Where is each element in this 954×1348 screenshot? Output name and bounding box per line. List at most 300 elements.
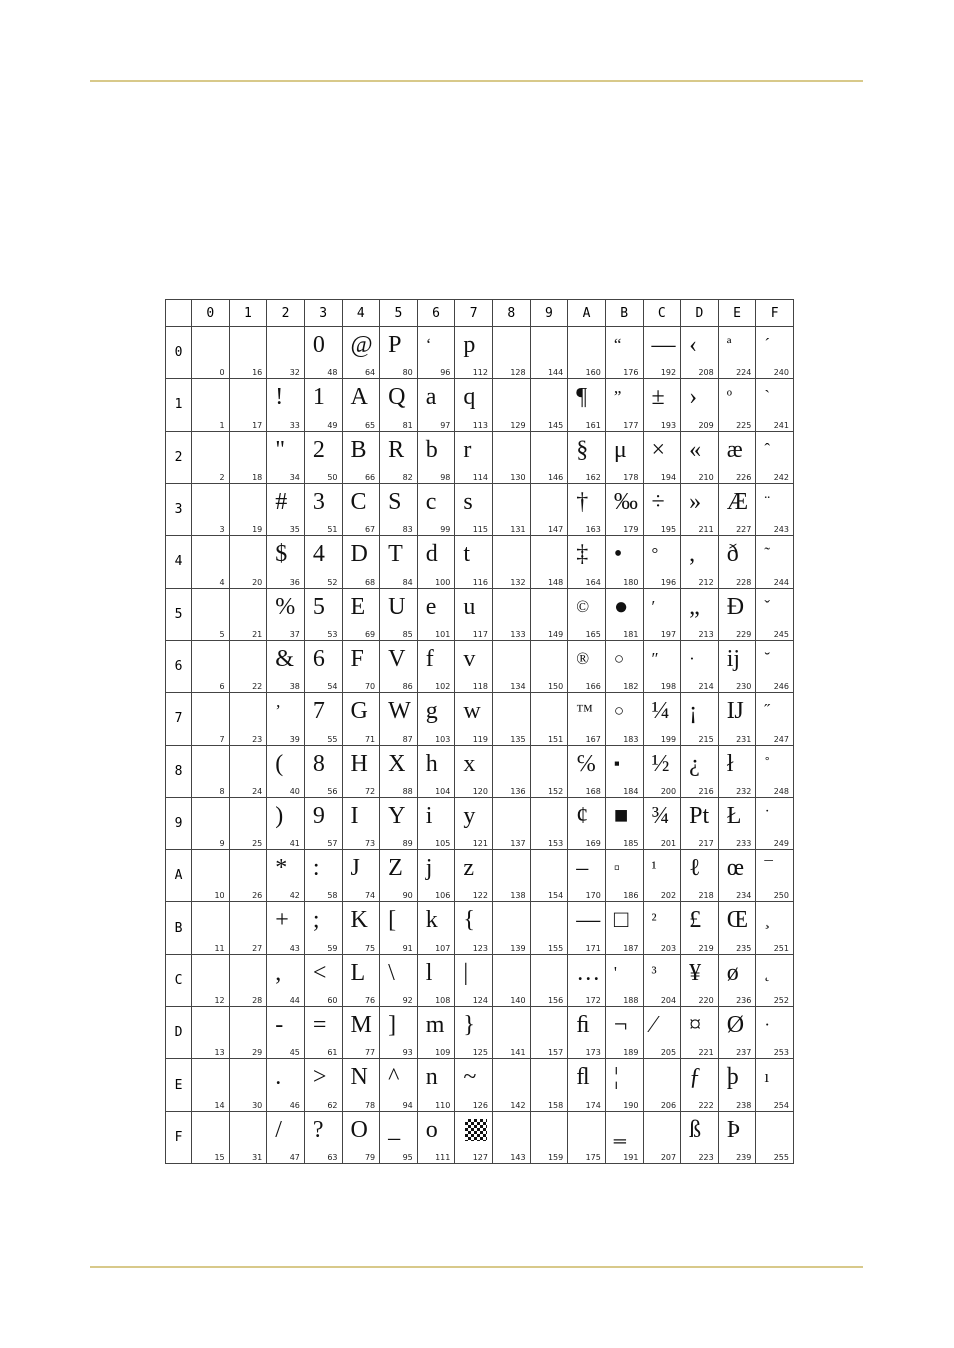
char-glyph: ~ (463, 1064, 477, 1091)
char-cell (455, 745, 493, 797)
char-code: 133 (510, 629, 526, 639)
char-cell (643, 536, 681, 588)
char-cell (342, 379, 380, 431)
char-cell (455, 588, 493, 640)
char-glyph: J (350, 855, 360, 882)
char-glyph: } (463, 1012, 475, 1039)
char-glyph: “ (613, 335, 622, 354)
row-header: F (166, 1111, 192, 1163)
char-cell (304, 745, 342, 797)
char-cell (643, 1059, 681, 1111)
char-cell (530, 797, 568, 849)
char-glyph: \ (388, 959, 395, 986)
char-glyph: H (350, 750, 368, 777)
char-cell (493, 745, 531, 797)
char-glyph: « (689, 436, 702, 463)
char-cell (267, 536, 305, 588)
char-cell (192, 379, 230, 431)
char-code: 112 (472, 368, 488, 378)
char-code: 65 (364, 420, 376, 430)
char-cell (380, 588, 418, 640)
char-cell (455, 954, 493, 1006)
char-code: 67 (364, 525, 376, 535)
char-glyph: r (463, 436, 472, 463)
char-code: 33 (289, 420, 300, 430)
char-code: 228 (736, 577, 752, 587)
char-glyph: ! (275, 384, 284, 411)
char-code: 23 (252, 734, 263, 744)
char-glyph: & (275, 645, 294, 672)
char-cell (417, 379, 455, 431)
char-cell (681, 1059, 719, 1111)
row-header: 2 (166, 431, 192, 483)
char-code: 125 (472, 1048, 488, 1058)
char-code: 255 (773, 1153, 789, 1162)
char-cell (229, 536, 267, 588)
char-code: 60 (327, 996, 338, 1006)
char-glyph: › (689, 384, 698, 411)
row-header: D (166, 1007, 192, 1059)
char-code: 216 (698, 786, 714, 796)
char-glyph: s (463, 488, 473, 515)
char-code: 54 (327, 682, 338, 692)
table-corner (166, 300, 192, 327)
char-cell (229, 850, 267, 902)
char-cell (417, 1059, 455, 1111)
char-cell (530, 1111, 568, 1163)
char-cell (718, 536, 756, 588)
row-header: A (166, 850, 192, 902)
char-code: 209 (698, 420, 714, 430)
char-cell (493, 693, 531, 745)
char-code: 245 (773, 629, 789, 639)
char-code: 37 (289, 629, 300, 639)
char-code: 252 (773, 996, 789, 1006)
char-cell (380, 536, 418, 588)
char-code: 142 (510, 1100, 526, 1110)
char-code: 64 (364, 368, 376, 378)
char-glyph: – (576, 855, 589, 882)
char-code: 190 (623, 1100, 639, 1110)
char-glyph: • (613, 541, 623, 568)
char-cell (304, 1007, 342, 1059)
char-glyph: œ (726, 855, 745, 882)
char-cell (455, 693, 493, 745)
char-code: 2 (219, 472, 225, 482)
char-code: 247 (773, 734, 789, 744)
char-glyph: þ (726, 1064, 739, 1091)
char-cell (718, 1007, 756, 1059)
char-cell (493, 536, 531, 588)
char-cell (643, 640, 681, 692)
char-cell (192, 850, 230, 902)
char-code: 6 (219, 682, 225, 692)
char-cell (718, 745, 756, 797)
char-code: 170 (585, 891, 601, 901)
char-cell (530, 954, 568, 1006)
char-glyph: ® (576, 648, 590, 668)
char-cell (380, 379, 418, 431)
char-cell (681, 902, 719, 954)
char-cell (530, 1059, 568, 1111)
char-cell (605, 379, 643, 431)
char-cell (417, 902, 455, 954)
char-code: 222 (698, 1100, 714, 1110)
row-header: 4 (166, 536, 192, 588)
char-code: 134 (510, 682, 526, 692)
char-glyph: ˝ (764, 701, 771, 721)
char-glyph: X (388, 750, 406, 777)
char-code: 159 (547, 1153, 564, 1162)
char-cell (304, 1111, 342, 1163)
char-code: 140 (510, 996, 526, 1006)
char-glyph: ‗ (613, 1116, 626, 1143)
char-cell (342, 954, 380, 1006)
char-cell (605, 902, 643, 954)
char-cell (756, 431, 794, 483)
char-cell (192, 693, 230, 745)
table-row (166, 483, 794, 535)
char-glyph: N (350, 1064, 368, 1091)
column-header: 8 (493, 300, 531, 327)
char-code: 167 (585, 734, 601, 744)
char-code: 128 (510, 368, 526, 378)
char-glyph: ¾ (651, 802, 670, 829)
char-glyph: ð (726, 541, 739, 568)
char-cell (718, 1059, 756, 1111)
char-cell (681, 1111, 719, 1163)
char-cell (643, 1007, 681, 1059)
char-cell (756, 536, 794, 588)
char-code: 238 (736, 1100, 752, 1110)
char-glyph: ˚ (764, 753, 771, 773)
char-cell (304, 693, 342, 745)
char-cell (605, 536, 643, 588)
char-cell (380, 640, 418, 692)
char-code: 88 (402, 786, 413, 796)
char-cell (304, 588, 342, 640)
char-glyph: - (275, 1012, 284, 1039)
char-glyph: Ł (726, 802, 742, 829)
char-code: 41 (289, 839, 300, 849)
char-code: 199 (660, 734, 677, 744)
char-glyph: 8 (312, 750, 325, 777)
char-code: 179 (623, 525, 639, 535)
column-header: 2 (267, 300, 305, 327)
char-cell (192, 431, 230, 483)
char-code: 85 (402, 629, 413, 639)
char-cell (455, 431, 493, 483)
char-glyph: Æ (726, 488, 749, 515)
char-code: 75 (364, 943, 376, 953)
char-code: 61 (327, 1048, 338, 1058)
char-cell (681, 954, 719, 1006)
char-cell (643, 797, 681, 849)
char-code: 195 (660, 525, 677, 535)
char-code: 95 (402, 1153, 413, 1162)
char-code: 126 (472, 1100, 488, 1110)
char-code: 81 (402, 420, 413, 430)
column-header: B (605, 300, 643, 327)
table-row (166, 797, 794, 849)
char-glyph: · (764, 1015, 771, 1035)
char-cell (643, 693, 681, 745)
char-glyph: ™ (576, 701, 593, 721)
char-cell (229, 640, 267, 692)
char-cell (643, 483, 681, 535)
char-code: 149 (547, 629, 564, 639)
char-cell (342, 797, 380, 849)
char-code: 16 (252, 368, 263, 378)
char-code: 120 (472, 786, 488, 796)
char-glyph: Y (388, 802, 406, 829)
char-code: 182 (623, 682, 639, 692)
char-cell (530, 431, 568, 483)
char-code: 11 (214, 943, 225, 953)
char-cell (229, 327, 267, 379)
char-cell (342, 327, 380, 379)
char-cell (493, 850, 531, 902)
char-glyph: G (350, 698, 368, 725)
char-code: 203 (660, 943, 677, 953)
char-cell (493, 431, 531, 483)
char-cell (568, 745, 606, 797)
char-code: 3 (219, 525, 225, 535)
char-glyph: m (425, 1012, 445, 1039)
char-glyph: ø (726, 959, 739, 986)
char-cell (417, 745, 455, 797)
char-glyph: ˇ (764, 596, 771, 616)
char-cell (681, 745, 719, 797)
char-code: 117 (472, 629, 488, 639)
char-code: 121 (472, 839, 488, 849)
char-glyph: ℓ (689, 855, 701, 882)
char-cell (605, 1059, 643, 1111)
char-cell (643, 902, 681, 954)
char-cell (229, 745, 267, 797)
char-glyph: u (463, 593, 476, 620)
char-code: 210 (698, 472, 714, 482)
char-cell (756, 1059, 794, 1111)
char-cell (267, 902, 305, 954)
char-cell (718, 693, 756, 745)
char-code: 218 (698, 891, 714, 901)
char-glyph: ¤ (689, 1012, 702, 1039)
row-header: 3 (166, 483, 192, 535)
char-code: 249 (773, 839, 789, 849)
char-code: 90 (402, 891, 413, 901)
char-cell (493, 588, 531, 640)
char-glyph: 5 (312, 593, 325, 620)
char-cell (718, 588, 756, 640)
column-header: 7 (455, 300, 493, 327)
char-cell (568, 431, 606, 483)
char-code: 36 (289, 577, 300, 587)
char-cell (681, 536, 719, 588)
char-cell (530, 536, 568, 588)
char-glyph: † (576, 488, 589, 515)
char-cell (267, 588, 305, 640)
char-glyph: V (388, 645, 406, 672)
char-glyph: . (275, 1064, 282, 1091)
char-glyph: a (425, 384, 437, 411)
char-cell (229, 1007, 267, 1059)
column-header: D (681, 300, 719, 327)
char-code: 22 (252, 682, 263, 692)
char-code: 76 (364, 996, 376, 1006)
char-cell (342, 1111, 380, 1163)
char-glyph: ´ (764, 335, 771, 354)
char-cell (342, 431, 380, 483)
char-cell (417, 1111, 455, 1163)
char-cell (756, 640, 794, 692)
char-cell (229, 1059, 267, 1111)
column-header: 3 (304, 300, 342, 327)
char-cell (192, 588, 230, 640)
char-code: 124 (472, 996, 488, 1006)
char-cell (568, 588, 606, 640)
char-code: 10 (214, 891, 225, 901)
char-code: 31 (252, 1153, 263, 1162)
char-cell (605, 1007, 643, 1059)
char-glyph: × (651, 436, 666, 463)
char-code: 147 (547, 525, 564, 535)
char-cell (267, 483, 305, 535)
table-row (166, 902, 794, 954)
char-glyph: 3 (312, 488, 325, 515)
char-code: 176 (623, 368, 639, 378)
char-code: 20 (252, 577, 263, 587)
char-glyph: < (312, 959, 327, 986)
char-code: 86 (402, 682, 413, 692)
char-code: 42 (289, 891, 300, 901)
char-code: 141 (510, 1048, 526, 1058)
char-cell (530, 902, 568, 954)
char-code: 132 (510, 577, 526, 587)
char-code: 45 (289, 1048, 300, 1058)
char-code: 49 (327, 420, 338, 430)
char-glyph: μ (613, 436, 627, 463)
char-cell (417, 536, 455, 588)
char-glyph: ” (613, 387, 622, 407)
char-cell (568, 693, 606, 745)
char-code: 135 (510, 734, 526, 744)
char-code: 55 (327, 734, 338, 744)
char-glyph: ˆ (764, 439, 771, 459)
char-code: 241 (773, 420, 789, 430)
char-code: 130 (510, 472, 526, 482)
char-glyph: 7 (312, 698, 325, 725)
char-code: 1 (219, 420, 225, 430)
char-cell (417, 693, 455, 745)
char-cell (681, 797, 719, 849)
char-cell (681, 850, 719, 902)
char-code: 25 (252, 839, 263, 849)
char-glyph: g (425, 698, 438, 725)
char-code: 17 (252, 420, 263, 430)
char-code: 30 (252, 1100, 263, 1110)
char-glyph: T (388, 541, 403, 568)
char-code: 139 (510, 943, 526, 953)
char-cell (455, 1059, 493, 1111)
column-header: A (568, 300, 606, 327)
char-code: 116 (472, 577, 488, 587)
char-glyph: ² (651, 910, 657, 930)
char-code: 201 (660, 839, 677, 849)
char-glyph: * (275, 855, 288, 882)
char-glyph: ß (689, 1116, 702, 1143)
char-code: 171 (585, 943, 601, 953)
char-code: 27 (252, 943, 263, 953)
char-glyph: % (275, 593, 296, 620)
char-glyph: ℅ (576, 750, 597, 777)
char-cell (380, 1111, 418, 1163)
char-code: 166 (585, 682, 601, 692)
char-cell (380, 850, 418, 902)
char-code: 250 (773, 891, 789, 901)
char-glyph: ƒ (689, 1064, 702, 1091)
char-glyph: z (463, 855, 475, 882)
char-code: 177 (623, 420, 639, 430)
char-code: 239 (736, 1153, 752, 1162)
char-code: 28 (252, 996, 263, 1006)
char-glyph: ³ (651, 962, 657, 982)
char-cell (568, 902, 606, 954)
char-code: 97 (440, 420, 451, 430)
char-glyph: ] (388, 1012, 397, 1039)
char-code: 32 (289, 368, 300, 378)
char-cell (229, 902, 267, 954)
char-glyph: Ø (726, 1012, 745, 1039)
char-cell (417, 327, 455, 379)
char-code: 82 (402, 472, 413, 482)
char-cell (493, 1111, 531, 1163)
char-cell (417, 431, 455, 483)
char-cell (718, 640, 756, 692)
char-glyph: ¹ (651, 858, 657, 878)
char-glyph: » (689, 488, 702, 515)
char-cell (756, 379, 794, 431)
char-glyph: 2 (312, 436, 325, 463)
char-code: 51 (327, 525, 338, 535)
char-code: 151 (547, 734, 564, 744)
char-cell (192, 1059, 230, 1111)
char-cell (756, 850, 794, 902)
char-code: 143 (510, 1153, 526, 1162)
char-cell (756, 1111, 794, 1163)
char-code: 68 (364, 577, 376, 587)
row-header: C (166, 954, 192, 1006)
char-code: 109 (435, 1048, 451, 1058)
char-code: 235 (736, 943, 752, 953)
char-cell (643, 1111, 681, 1163)
char-cell (455, 850, 493, 902)
char-cell (229, 693, 267, 745)
char-cell (568, 1007, 606, 1059)
char-cell (568, 327, 606, 379)
char-code: 38 (289, 682, 300, 692)
row-header: 7 (166, 693, 192, 745)
char-code: 87 (402, 734, 413, 744)
char-glyph: Ĳ (726, 698, 744, 725)
char-code: 12 (214, 996, 225, 1006)
char-cell (568, 850, 606, 902)
column-header: F (756, 300, 794, 327)
char-code: 197 (660, 629, 677, 639)
char-code: 155 (547, 943, 564, 953)
char-glyph: ˘ (764, 648, 771, 668)
char-glyph: L (350, 959, 366, 986)
